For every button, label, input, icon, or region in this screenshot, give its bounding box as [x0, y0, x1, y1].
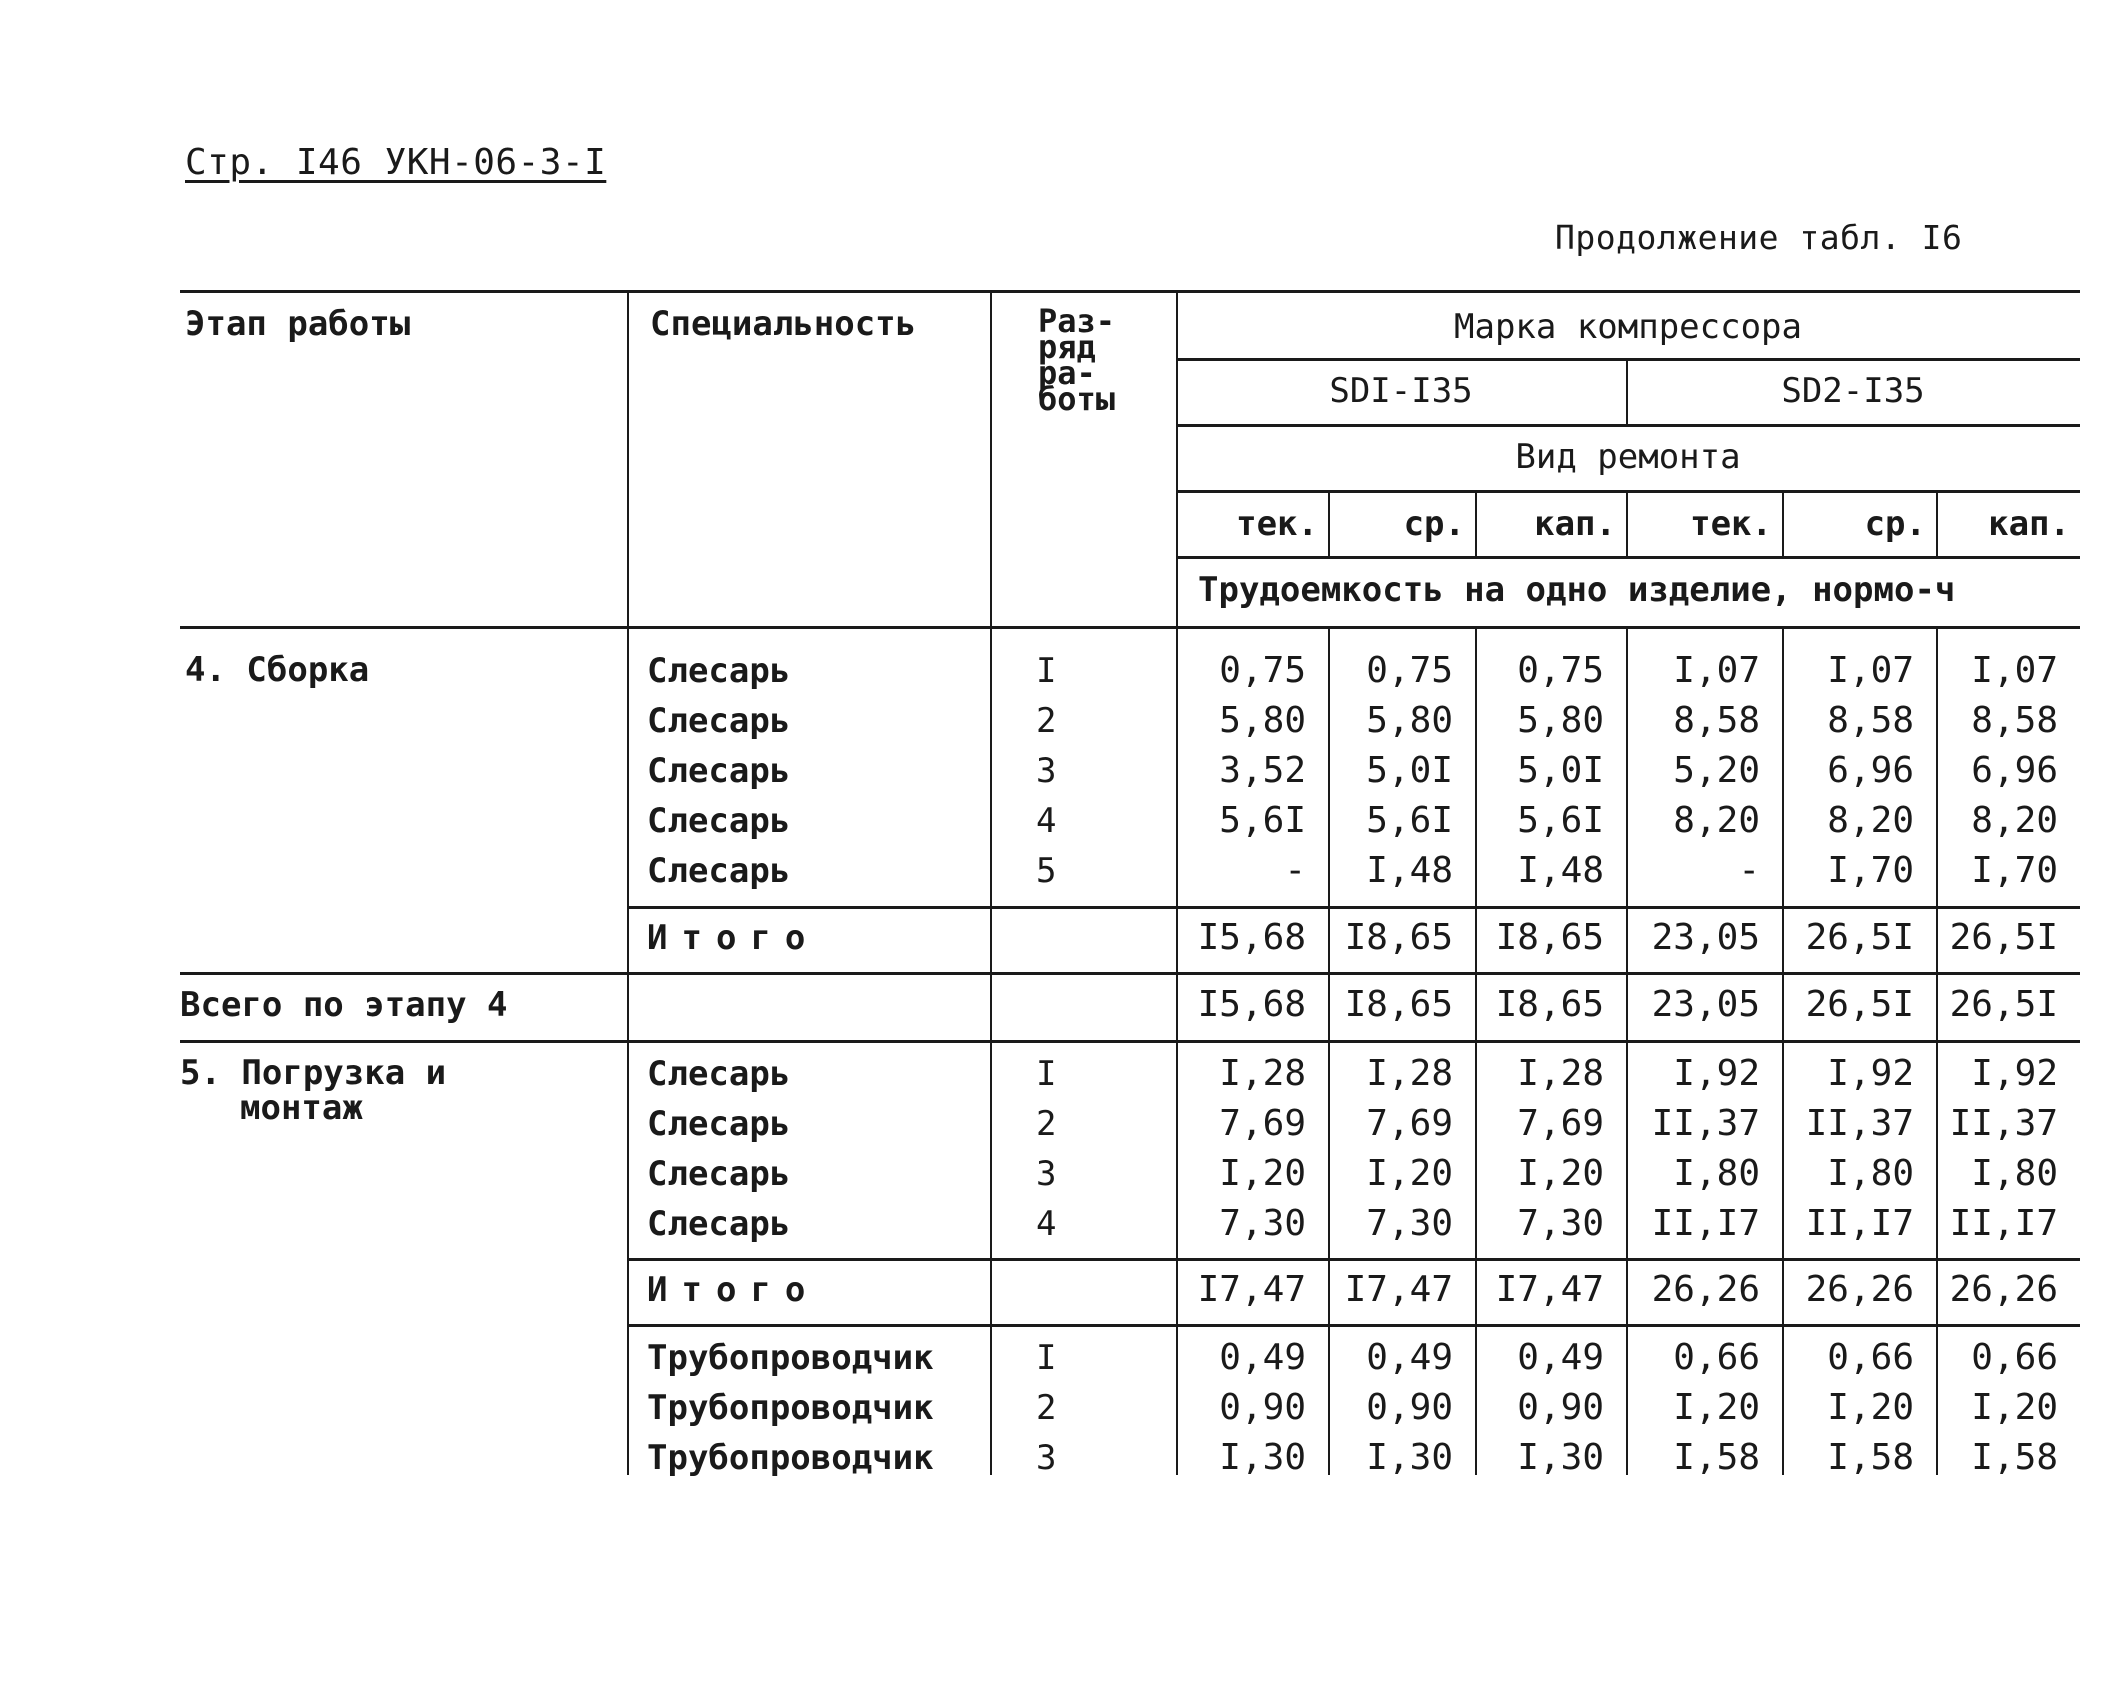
stage-5-row-value: II,I7	[1805, 1203, 1914, 1244]
stage-5-row-value: II,I7	[1651, 1203, 1760, 1244]
stage-5-row-value: II,37	[1651, 1103, 1760, 1144]
stage-5-pipe-row-value: 0,66	[1971, 1337, 2058, 1378]
stage-4-row-value: 5,80	[1219, 700, 1306, 741]
stage-4-total-value: I8,65	[1344, 917, 1453, 958]
stage-4-row-value: 5,80	[1517, 700, 1604, 741]
stage-4-total-value: I8,65	[1495, 917, 1604, 958]
header-model-1: SDI-I35	[1329, 371, 1473, 411]
rule-col-grade	[990, 290, 992, 1475]
stage-4-row-value: 5,6I	[1219, 800, 1306, 841]
stage-5-subtotal-rule	[627, 1258, 2080, 1261]
stage-5-pipe-row-value: 0,49	[1517, 1337, 1604, 1378]
stage-4-row-value: 8,20	[1673, 800, 1760, 841]
stage-4-row-value: 5,80	[1366, 700, 1453, 741]
stage-5-row-value: I,92	[1827, 1053, 1914, 1094]
rule-repair-col	[1782, 490, 1784, 556]
stage-5-pipe-row-value: 0,90	[1366, 1387, 1453, 1428]
stage-5-pipe-grade: 3	[1036, 1438, 1057, 1478]
stage-4-specialty: Слесарь	[647, 751, 791, 791]
stage-4-grand-total-value: I8,65	[1495, 984, 1604, 1025]
model-bottom-rule	[1176, 424, 2080, 427]
stage-4-row-value: 8,58	[1673, 700, 1760, 741]
stage-5-row-value: I,80	[1971, 1153, 2058, 1194]
header-labor-caption: Трудоемкость на одно изделие, нормо-ч	[1198, 570, 1956, 610]
stage-4-row-value: 5,6I	[1366, 800, 1453, 841]
stage-4-specialty: Слесарь	[647, 651, 791, 691]
stage-5-row-value: I,20	[1219, 1153, 1306, 1194]
stage-4-row-value: 8,58	[1827, 700, 1914, 741]
page-reference: Стр. I46 УКН-06-3-I	[185, 142, 607, 183]
stage-4-grand-total-value: 26,5I	[1949, 984, 2058, 1025]
stage-4-total-value: 23,05	[1651, 917, 1760, 958]
table-continuation-caption: Продолжение табл. I6	[1555, 218, 1963, 257]
stage-5-row-value: 7,30	[1219, 1203, 1306, 1244]
stage-5-specialty: Слесарь	[647, 1154, 791, 1194]
stage-5-pipe-rule	[627, 1324, 2080, 1327]
header-repair-col: ср.	[1403, 504, 1465, 544]
header-specialty: Специальность	[650, 304, 917, 344]
stage-4-row-value: 8,20	[1971, 800, 2058, 841]
stage-4-subtotal-rule	[627, 906, 2080, 909]
stage-4-specialty: Слесарь	[647, 851, 791, 891]
stage-4-row-value: I,07	[1827, 650, 1914, 691]
stage-5-pipe-row-value: 0,49	[1219, 1337, 1306, 1378]
stage-5-total-value: I7,47	[1495, 1269, 1604, 1310]
stage-4-grand-total-label: Всего по этапу 4	[180, 985, 508, 1025]
header-bottom-rule	[180, 626, 2080, 629]
stage-4-row-value: 8,20	[1827, 800, 1914, 841]
header-repair-col: тек.	[1236, 504, 1318, 544]
stage-4-row-value: 0,75	[1366, 650, 1453, 691]
stage-5-pipe-row-value: 0,66	[1673, 1337, 1760, 1378]
stage-5-row-value: II,37	[1949, 1103, 2058, 1144]
stage-5-row-value: I,28	[1366, 1053, 1453, 1094]
stage-5-specialty: Слесарь	[647, 1104, 791, 1144]
stage-5-pipe-specialty: Трубопроводчик	[647, 1438, 934, 1478]
header-stage: Этап работы	[185, 304, 411, 344]
stage-4-specialty: Слесарь	[647, 701, 791, 741]
stage-5-row-value: 7,69	[1517, 1103, 1604, 1144]
stage-5-total-value: I7,47	[1197, 1269, 1306, 1310]
stage-5-total-value: 26,26	[1805, 1269, 1914, 1310]
stage-4-total-label: Итого	[647, 918, 820, 958]
stage-4-row-value: I,70	[1827, 850, 1914, 891]
stage-5-pipe-specialty: Трубопроводчик	[647, 1388, 934, 1428]
stage-4-row-value: 5,6I	[1517, 800, 1604, 841]
stage-5-pipe-row-value: 0,49	[1366, 1337, 1453, 1378]
stage-5-row-value: 7,69	[1366, 1103, 1453, 1144]
stage-4-row-value: 5,20	[1673, 750, 1760, 791]
stage-5-top-rule	[180, 1040, 2080, 1043]
header-repair-type: Вид ремонта	[1515, 437, 1741, 477]
stage-5-row-value: I,80	[1827, 1153, 1914, 1194]
stage-5-pipe-row-value: I,58	[1827, 1437, 1914, 1478]
stage-4-title: 4. Сборка	[185, 650, 370, 690]
stage-4-row-value: I,48	[1517, 850, 1604, 891]
stage-5-row-value: II,I7	[1949, 1203, 2058, 1244]
stage-4-row-value: 3,52	[1219, 750, 1306, 791]
stage-4-row-value: 5,0I	[1517, 750, 1604, 791]
stage-5-title-line2: монтаж	[240, 1088, 363, 1128]
stage-5-pipe-row-value: I,30	[1219, 1437, 1306, 1478]
stage-5-grade: 2	[1036, 1104, 1057, 1144]
header-repair-col: ср.	[1864, 504, 1926, 544]
stage-5-row-value: 7,69	[1219, 1103, 1306, 1144]
stage-5-pipe-row-value: 0,66	[1827, 1337, 1914, 1378]
stage-4-total-value: 26,5I	[1805, 917, 1914, 958]
stage-4-specialty: Слесарь	[647, 801, 791, 841]
stage-4-grand-total-value: 23,05	[1651, 984, 1760, 1025]
stage-4-grade: 4	[1036, 801, 1057, 841]
stage-5-pipe-row-value: I,58	[1673, 1437, 1760, 1478]
stage-4-total-value: 26,5I	[1949, 917, 2058, 958]
stage-5-total-value: 26,26	[1949, 1269, 2058, 1310]
table-top-rule	[180, 290, 2080, 293]
stage-4-total-value: I5,68	[1197, 917, 1306, 958]
stage-4-grade: I	[1036, 651, 1057, 691]
header-repair-col: кап.	[1534, 504, 1616, 544]
rule-model-split	[1626, 358, 1628, 424]
stage-5-pipe-grade: 2	[1036, 1388, 1057, 1428]
stage-5-row-value: I,28	[1219, 1053, 1306, 1094]
stage-5-row-value: I,20	[1517, 1153, 1604, 1194]
repair-cols-bottom-rule	[1176, 556, 2080, 559]
stage-4-row-value: 0,75	[1219, 650, 1306, 691]
stage-5-row-value: I,80	[1673, 1153, 1760, 1194]
stage-5-total-value: I7,47	[1344, 1269, 1453, 1310]
header-model-2: SD2-I35	[1781, 371, 1925, 411]
stage-4-grade: 2	[1036, 701, 1057, 741]
header-compressor-brand: Марка компрессора	[1454, 307, 1802, 347]
rule-repair-col	[1626, 490, 1628, 556]
stage-4-row-value: I,07	[1971, 650, 2058, 691]
stage-4-grand-total-value: I5,68	[1197, 984, 1306, 1025]
stage-4-row-value: I,48	[1366, 850, 1453, 891]
stage-5-pipe-row-value: I,30	[1517, 1437, 1604, 1478]
stage-5-total-value: 26,26	[1651, 1269, 1760, 1310]
stage-5-pipe-row-value: I,58	[1971, 1437, 2058, 1478]
stage-5-grade: 4	[1036, 1204, 1057, 1244]
stage-5-row-value: I,92	[1971, 1053, 2058, 1094]
stage-5-pipe-specialty: Трубопроводчик	[647, 1338, 934, 1378]
stage-4-row-value: I,07	[1673, 650, 1760, 691]
stage-4-row-value: -	[1284, 850, 1306, 891]
rule-repair-col	[1328, 490, 1330, 556]
stage-4-row-value: 8,58	[1971, 700, 2058, 741]
stage-5-title-line1: 5. Погрузка и	[180, 1053, 447, 1093]
stage-5-pipe-row-value: I,20	[1971, 1387, 2058, 1428]
stage-5-pipe-row-value: 0,90	[1517, 1387, 1604, 1428]
stage-5-pipe-row-value: I,20	[1827, 1387, 1914, 1428]
stage-5-row-value: 7,30	[1366, 1203, 1453, 1244]
stage-4-total-rule	[180, 972, 2080, 975]
header-repair-col: тек.	[1690, 504, 1772, 544]
stage-5-specialty: Слесарь	[647, 1054, 791, 1094]
stage-5-row-value: I,20	[1366, 1153, 1453, 1194]
header-repair-col: кап.	[1988, 504, 2070, 544]
stage-4-row-value: 6,96	[1827, 750, 1914, 791]
stage-4-grand-total-value: 26,5I	[1805, 984, 1914, 1025]
stage-4-row-value: -	[1738, 850, 1760, 891]
stage-4-row-value: I,70	[1971, 850, 2058, 891]
stage-4-grand-total-value: I8,65	[1344, 984, 1453, 1025]
repair-type-bottom-rule	[1176, 490, 2080, 493]
brand-bottom-rule	[1176, 358, 2080, 361]
stage-5-row-value: I,92	[1673, 1053, 1760, 1094]
stage-5-row-value: 7,30	[1517, 1203, 1604, 1244]
stage-5-row-value: I,28	[1517, 1053, 1604, 1094]
stage-5-grade: I	[1036, 1054, 1057, 1094]
stage-4-row-value: 6,96	[1971, 750, 2058, 791]
stage-5-pipe-row-value: I,20	[1673, 1387, 1760, 1428]
rule-repair-col	[1936, 490, 1938, 556]
stage-4-row-value: 5,0I	[1366, 750, 1453, 791]
rule-col-specialty	[627, 290, 629, 1475]
stage-5-specialty: Слесарь	[647, 1204, 791, 1244]
stage-4-row-value: 0,75	[1517, 650, 1604, 691]
stage-5-grade: 3	[1036, 1154, 1057, 1194]
stage-5-total-label: Итого	[647, 1270, 820, 1310]
stage-4-grade: 3	[1036, 751, 1057, 791]
stage-5-row-value: II,37	[1805, 1103, 1914, 1144]
stage-5-pipe-row-value: I,30	[1366, 1437, 1453, 1478]
stage-4-grade: 5	[1036, 851, 1057, 891]
header-grade: Раз- ряд ра- боты	[1038, 302, 1116, 418]
stage-5-pipe-row-value: 0,90	[1219, 1387, 1306, 1428]
stage-5-pipe-grade: I	[1036, 1338, 1057, 1378]
rule-repair-col	[1475, 490, 1477, 556]
